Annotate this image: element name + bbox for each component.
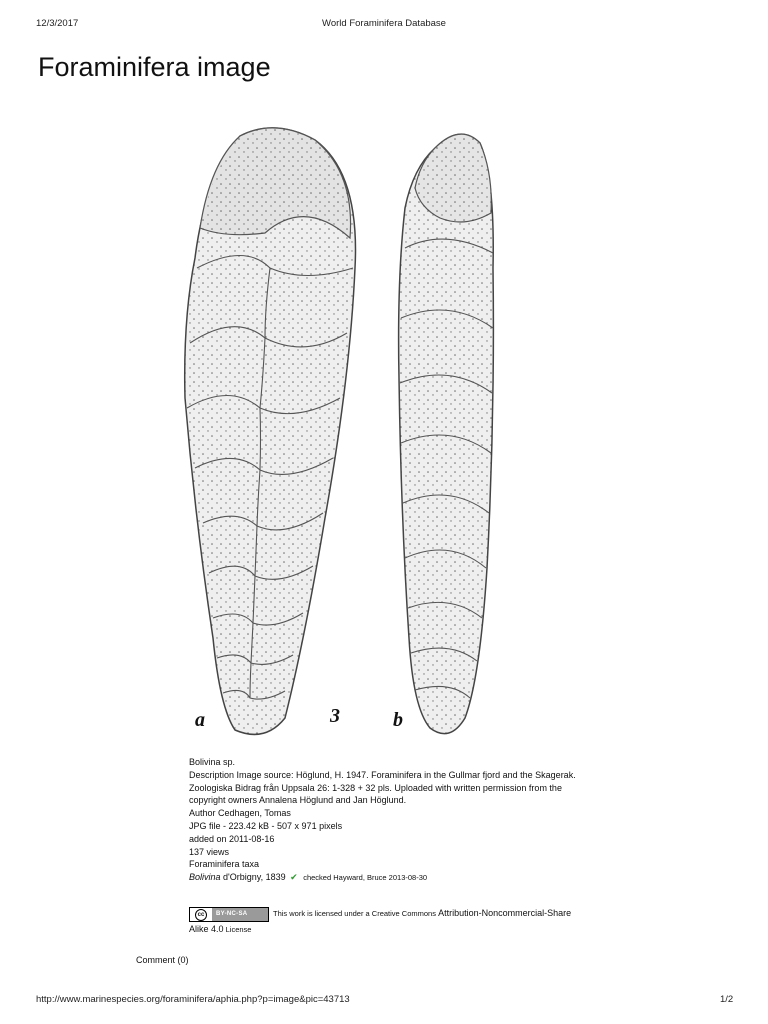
cc-badge-text: BY-NC-SA <box>216 910 248 917</box>
comment-link[interactable]: Comment (0) <box>136 955 189 965</box>
taxon-entry <box>189 871 579 885</box>
page-title: Foraminifera image <box>38 52 271 82</box>
cc-icon: cc <box>195 909 207 921</box>
print-url: http://www.marinespecies.org/foraminifera/aphia.php?p=image&pic=43713 <box>36 994 350 1005</box>
image-description: Description Image source: Höglund, H. 1947. Foraminifera in the Gullmar fjord and the Skagerak. Zoologiska Bidrag från Uppsala 26: 1-328 + 32 pls. Uploaded with written permission from the copyright owners Annalena Höglund and Jan Höglund. <box>189 769 576 806</box>
file-info: JPG file - 223.42 kB - 507 x 971 pixels <box>189 820 343 831</box>
taxon-authority: d'Orbigny, 1839 <box>223 872 286 883</box>
checked-by: checked Hayward, Bruce 2013-08-30 <box>303 873 428 883</box>
specimen-a <box>185 128 356 735</box>
print-site-title: World Foraminifera Database <box>322 18 446 29</box>
taxa-heading: Foraminifera taxa <box>189 859 260 870</box>
added-date: added on 2011-08-16 <box>189 833 275 844</box>
foraminifera-illustration <box>165 118 545 748</box>
taxon-genus-link[interactable]: Bolivina <box>189 872 221 883</box>
license-notice <box>189 906 579 937</box>
license-text-before: This work is licensed under a Creative Commons <box>273 909 436 918</box>
print-date: 12/3/2017 <box>36 18 79 29</box>
view-count: 137 views <box>189 846 230 857</box>
figure-label-number: 3 <box>330 705 340 727</box>
license-text-after: License <box>225 924 252 934</box>
species-name: Bolivina sp. <box>189 757 236 767</box>
cc-license-badge[interactable] <box>189 907 269 922</box>
figure-label-b: b <box>393 709 403 731</box>
foraminifera-drawing-svg <box>165 118 545 748</box>
page-number: 1/2 <box>720 994 734 1005</box>
specimen-b <box>399 134 494 734</box>
figure-label-a: a <box>195 709 205 731</box>
image-metadata <box>189 756 579 885</box>
license-link[interactable]: Attribution-Noncommercial-Share Alike 4.0 <box>189 908 572 934</box>
checkmark-icon: ✔ <box>290 872 298 883</box>
image-author: Author Cedhagen, Tomas <box>189 808 291 819</box>
